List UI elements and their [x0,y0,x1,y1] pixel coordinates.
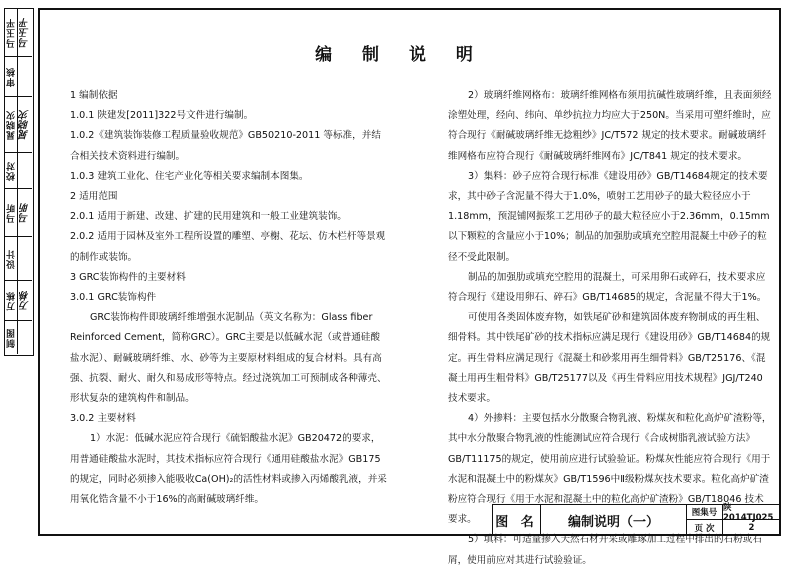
paragraph: 1.0.2《建筑装饰装修工程质量验收规范》GB50210-2011 等标准，并结合相关技术资料进行编制。 [70,130,381,162]
title-block-grid [687,505,780,535]
page-number: 2 [748,522,755,533]
page-number-label: 页 次 [687,520,723,535]
strip-label: 设计 [6,248,17,269]
strip-label: 审核 [6,66,17,87]
paragraph: 1.0.3 建筑工业化、住宅产业化等相关要求编制本图集。 [70,170,309,182]
paragraph: 1）水泥：低碱水泥应符合现行《硫铝酸盐水泥》GB20472的要求，用普通硅酸盐水泥时，其技术指标应符合现行《通用硅酸盐水泥》GB175的规定，同时必须掺入能吸收Ca(OH)₂的活性材料或掺入丙烯酸乳液，并采用氧化锆含量不小于16%的高耐碱玻璃纤维。 [70,433,387,506]
strip-cell [5,237,32,281]
paragraph: 2.0.2 适用于园林及室外工程所设置的雕塑、亭榭、花坛、仿木栏杆等景观的制作或装饰。 [70,231,386,263]
paragraph: 3.0.1 GRC装饰构件 [70,292,157,304]
paragraph: 2）玻璃纤维网格布：玻璃纤维网格布须用抗碱性玻璃纤维，且表面须经涂塑处理，经向、纬向、单纱抗拉力均应大于250N。当采用可塑纤维时，应符合现行《耐碱玻璃纤维无捻粗纱》JC/T572 规定的技术要求。耐碱玻璃纤维网格布应符合现行《耐碱玻璃纤维网布》JC/T841 规定的技术要求。 [448,90,772,162]
section-heading: 3 GRC装饰构件的主要材料 [70,271,186,283]
paragraph: 制品的加强肋或填充空腔用的混凝土，可采用卵石或碎石，技术要求应符合现行《建设用卵石、碎石》GB/T14685的规定，含泥量不得大于1%。 [448,271,767,304]
paragraph: 3.0.2 主要材料 [70,413,136,425]
strip-label: 马玉平 [6,17,17,48]
paragraph: 3）集料：砂子应符合现行标准《建设用砂》GB/T14684规定的技术要求，其中砂子含泥量不得大于1.0%，喷射工艺用砂子的最大粒径应小于1.18mm，预混铺网振浆工艺用砂子的最大粒径应小于2.36mm，0.15mm 以下颗粒的含量应小于10%；制品的加强肋或填充空腔用混凝土中砂子的粒径不受此限制。 [448,170,770,263]
paragraph: 4）外掺料：主要包括水分散聚合物乳液、粉煤灰和粒化高炉矿渣粉等，其中水分散聚合物乳液的性能测试应符合现行《合成树脂乳液试验方法》GB/T11175的规定，使用前应进行试验验证。粉煤灰性能应符合现行《用于水泥和混凝土中的粉煤灰》GB/T1596中Ⅱ级粉煤灰技术要求。粒化高炉矿渣粉应符合现行《用于水泥和混凝土中的粒化高炉矿渣粉》GB/T18046 技术要求。 [448,413,772,526]
strip-label: 校对 [6,160,17,181]
signature: 万栋 [19,290,31,311]
drawing-name-label: 图 名 [493,505,541,535]
strip-cell [5,281,32,321]
strip-label: 万栋 [6,290,17,311]
strip-cell [5,321,32,354]
strip-cell [5,189,32,237]
paragraph: 5）填料：可适量掺入天然石材开采或雕琢加工过程中排出的石粉或石屑，使用前应对其进行试验验证。 [448,534,762,566]
right-column [448,86,772,571]
title-block [492,504,781,536]
strip-label: 制图 [6,327,17,348]
left-column [70,86,388,510]
page-title: 编 制 说 明 [315,45,485,65]
paragraph: 1.0.1 陕建发[2011]322号文件进行编制。 [70,110,254,122]
strip-label: 晁晓灾 [6,109,17,140]
strip-cell [5,153,32,189]
paragraph: GRC装饰构件即玻璃纤维增强水泥制品（英文名称为：Glass fiber Reinforced Cement，简称GRC）。GRC主要是以低碱水泥（或普通硅酸盐水泥）、耐碱玻璃纤维、水、砂等为主要原材料组成的复合材料。具有高强、抗裂、耐火、耐久和易成形等特点。经过浇筑加工可预制成各种薄壳、形状复杂的建筑构件和制品。 [70,312,387,405]
section-heading: 2 适用范围 [70,191,118,203]
section-heading: 1 编制依据 [70,90,118,101]
paragraph: 可使用各类固体废弃物，如铁尾矿砂和建筑固体废弃物制成的再生粗、细骨料。其中铁尾矿砂的技术指标应满足现行《建设用砂》GB/T14684的规定。再生骨料应满足现行《混凝土和砂浆用再生细骨料》GB/T25176、《混凝土用再生粗骨料》GB/T25177以及《再生骨料应用技术规程》JGJ/T240技术要求。 [448,312,771,405]
signature: 晁晓灾 [19,109,31,140]
signature: 马玉平 [19,17,31,48]
paragraph: 2.0.1 适用于新建、改建、扩建的民用建筑和一般工业建筑装饰。 [70,211,347,223]
signature: 马昕 [19,202,31,223]
strip-cell [5,97,32,153]
strip-cell [5,57,32,97]
signature-strip [4,8,34,356]
strip-cell [5,9,32,57]
drawing-name: 编制说明（一） [541,505,687,535]
strip-label: 马昕 [6,202,17,223]
atlas-number: 陕2014TJ025 [723,505,780,520]
atlas-number-label: 图集号 [687,505,723,520]
